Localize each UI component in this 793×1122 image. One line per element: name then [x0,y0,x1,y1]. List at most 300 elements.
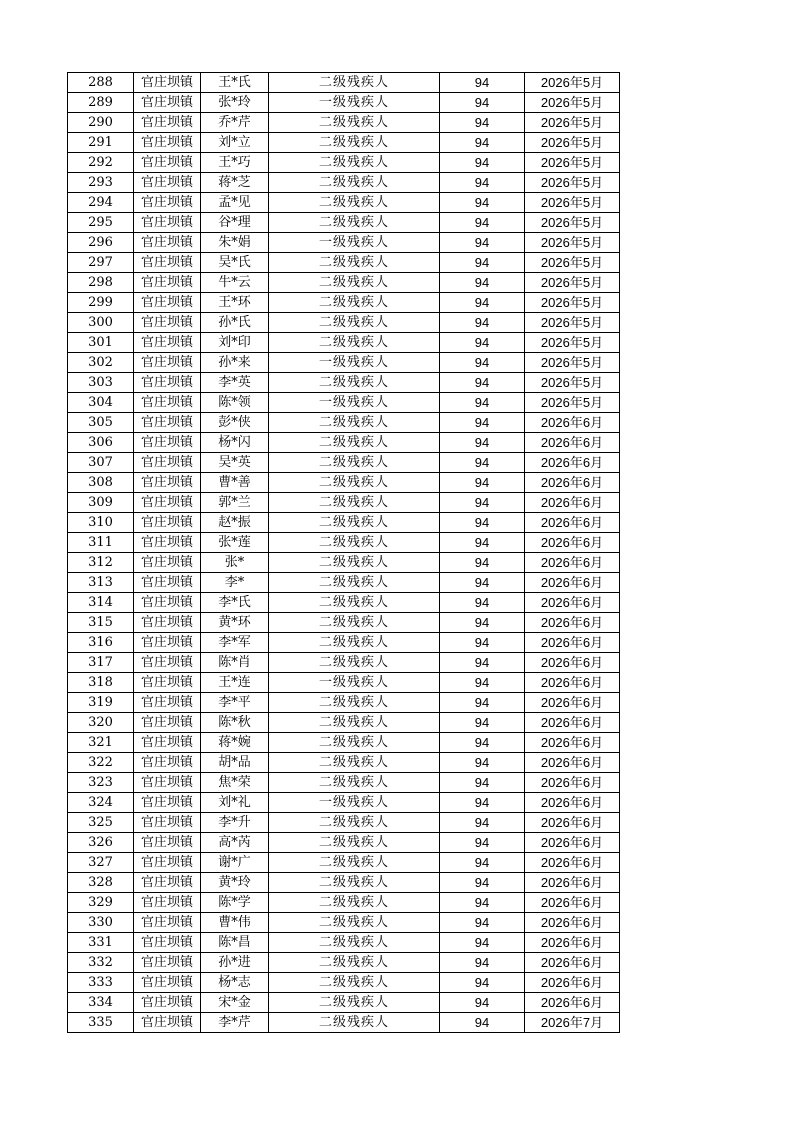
disability-level-cell: 二级残疾人 [269,493,440,513]
name-cell: 谷*理 [201,213,269,233]
amount-cell: 94 [440,913,525,933]
row-number-cell: 303 [68,373,134,393]
disability-level-cell: 二级残疾人 [269,613,440,633]
disability-level-cell: 二级残疾人 [269,213,440,233]
row-number-cell: 319 [68,693,134,713]
table-row [68,853,620,873]
disability-level-cell: 二级残疾人 [269,593,440,613]
disability-level-cell: 二级残疾人 [269,273,440,293]
row-number-cell: 322 [68,753,134,773]
amount-cell: 94 [440,213,525,233]
row-number-cell: 313 [68,573,134,593]
table-row [68,773,620,793]
month-cell: 2026年5月 [525,293,620,313]
name-cell: 彭*侠 [201,413,269,433]
name-cell: 王*连 [201,673,269,693]
row-number-cell: 306 [68,433,134,453]
row-number-cell: 315 [68,613,134,633]
town-cell: 官庄坝镇 [134,313,201,333]
month-cell: 2026年6月 [525,973,620,993]
name-cell: 胡*品 [201,753,269,773]
amount-cell: 94 [440,73,525,93]
month-cell: 2026年5月 [525,353,620,373]
table-row [68,473,620,493]
row-number-cell: 300 [68,313,134,333]
amount-cell: 94 [440,373,525,393]
row-number-cell: 323 [68,773,134,793]
town-cell: 官庄坝镇 [134,833,201,853]
disability-level-cell: 一级残疾人 [269,233,440,253]
month-cell: 2026年5月 [525,213,620,233]
row-number-cell: 299 [68,293,134,313]
town-cell: 官庄坝镇 [134,573,201,593]
name-cell: 吴*英 [201,453,269,473]
disability-level-cell: 二级残疾人 [269,173,440,193]
name-cell: 陈*昌 [201,933,269,953]
table-row [68,793,620,813]
table-row [68,753,620,773]
month-cell: 2026年6月 [525,853,620,873]
month-cell: 2026年5月 [525,173,620,193]
row-number-cell: 312 [68,553,134,573]
disability-level-cell: 二级残疾人 [269,753,440,773]
town-cell: 官庄坝镇 [134,193,201,213]
row-number-cell: 321 [68,733,134,753]
town-cell: 官庄坝镇 [134,373,201,393]
disability-level-cell: 二级残疾人 [269,193,440,213]
table-row [68,113,620,133]
month-cell: 2026年6月 [525,653,620,673]
month-cell: 2026年6月 [525,493,620,513]
recipient-table [67,72,620,1033]
month-cell: 2026年6月 [525,933,620,953]
month-cell: 2026年5月 [525,233,620,253]
month-cell: 2026年6月 [525,513,620,533]
table-row [68,333,620,353]
table-row [68,513,620,533]
row-number-cell: 330 [68,913,134,933]
amount-cell: 94 [440,253,525,273]
table-row [68,73,620,93]
row-number-cell: 296 [68,233,134,253]
table-row [68,253,620,273]
name-cell: 张*玲 [201,93,269,113]
amount-cell: 94 [440,693,525,713]
town-cell: 官庄坝镇 [134,773,201,793]
table-row [68,573,620,593]
table-row [68,213,620,233]
town-cell: 官庄坝镇 [134,173,201,193]
row-number-cell: 314 [68,593,134,613]
month-cell: 2026年6月 [525,633,620,653]
table-row [68,173,620,193]
disability-level-cell: 二级残疾人 [269,473,440,493]
amount-cell: 94 [440,353,525,373]
row-number-cell: 304 [68,393,134,413]
row-number-cell: 311 [68,533,134,553]
amount-cell: 94 [440,513,525,533]
month-cell: 2026年6月 [525,713,620,733]
table-row [68,313,620,333]
table-row [68,413,620,433]
row-number-cell: 301 [68,333,134,353]
disability-level-cell: 二级残疾人 [269,633,440,653]
town-cell: 官庄坝镇 [134,953,201,973]
table-row [68,633,620,653]
name-cell: 宋*金 [201,993,269,1013]
row-number-cell: 288 [68,73,134,93]
table-row [68,893,620,913]
row-number-cell: 317 [68,653,134,673]
row-number-cell: 332 [68,953,134,973]
name-cell: 刘*礼 [201,793,269,813]
amount-cell: 94 [440,993,525,1013]
month-cell: 2026年6月 [525,833,620,853]
town-cell: 官庄坝镇 [134,693,201,713]
disability-level-cell: 二级残疾人 [269,913,440,933]
name-cell: 高*芮 [201,833,269,853]
town-cell: 官庄坝镇 [134,553,201,573]
table-body [68,73,620,1033]
town-cell: 官庄坝镇 [134,993,201,1013]
name-cell: 刘*印 [201,333,269,353]
month-cell: 2026年5月 [525,273,620,293]
name-cell: 张* [201,553,269,573]
row-number-cell: 328 [68,873,134,893]
amount-cell: 94 [440,233,525,253]
row-number-cell: 309 [68,493,134,513]
table-row [68,593,620,613]
town-cell: 官庄坝镇 [134,733,201,753]
disability-level-cell: 二级残疾人 [269,113,440,133]
disability-level-cell: 二级残疾人 [269,653,440,673]
month-cell: 2026年5月 [525,393,620,413]
table-row [68,493,620,513]
amount-cell: 94 [440,333,525,353]
town-cell: 官庄坝镇 [134,673,201,693]
row-number-cell: 305 [68,413,134,433]
amount-cell: 94 [440,493,525,513]
month-cell: 2026年6月 [525,673,620,693]
table-row [68,673,620,693]
row-number-cell: 290 [68,113,134,133]
disability-level-cell: 二级残疾人 [269,1013,440,1033]
table-row [68,733,620,753]
disability-level-cell: 二级残疾人 [269,533,440,553]
row-number-cell: 320 [68,713,134,733]
row-number-cell: 292 [68,153,134,173]
row-number-cell: 302 [68,353,134,373]
row-number-cell: 333 [68,973,134,993]
name-cell: 李*平 [201,693,269,713]
name-cell: 赵*振 [201,513,269,533]
month-cell: 2026年6月 [525,593,620,613]
amount-cell: 94 [440,953,525,973]
table-row [68,453,620,473]
amount-cell: 94 [440,793,525,813]
month-cell: 2026年5月 [525,193,620,213]
disability-level-cell: 二级残疾人 [269,73,440,93]
name-cell: 陈*秋 [201,713,269,733]
row-number-cell: 295 [68,213,134,233]
table-row [68,1013,620,1033]
table-row [68,833,620,853]
amount-cell: 94 [440,593,525,613]
table-row [68,873,620,893]
table-row [68,153,620,173]
amount-cell: 94 [440,113,525,133]
amount-cell: 94 [440,93,525,113]
month-cell: 2026年6月 [525,533,620,553]
disability-level-cell: 二级残疾人 [269,713,440,733]
table-row [68,993,620,1013]
disability-level-cell: 二级残疾人 [269,693,440,713]
amount-cell: 94 [440,553,525,573]
amount-cell: 94 [440,433,525,453]
amount-cell: 94 [440,453,525,473]
month-cell: 2026年6月 [525,813,620,833]
row-number-cell: 326 [68,833,134,853]
town-cell: 官庄坝镇 [134,853,201,873]
disability-level-cell: 二级残疾人 [269,153,440,173]
name-cell: 孟*见 [201,193,269,213]
town-cell: 官庄坝镇 [134,73,201,93]
name-cell: 李* [201,573,269,593]
table-row [68,373,620,393]
amount-cell: 94 [440,533,525,553]
month-cell: 2026年6月 [525,453,620,473]
amount-cell: 94 [440,393,525,413]
table-row [68,973,620,993]
town-cell: 官庄坝镇 [134,253,201,273]
table-row [68,433,620,453]
name-cell: 李*升 [201,813,269,833]
row-number-cell: 318 [68,673,134,693]
town-cell: 官庄坝镇 [134,93,201,113]
town-cell: 官庄坝镇 [134,333,201,353]
table-row [68,273,620,293]
name-cell: 孙*进 [201,953,269,973]
month-cell: 2026年7月 [525,1013,620,1033]
row-number-cell: 289 [68,93,134,113]
month-cell: 2026年5月 [525,153,620,173]
amount-cell: 94 [440,893,525,913]
name-cell: 吴*氏 [201,253,269,273]
name-cell: 王*环 [201,293,269,313]
row-number-cell: 293 [68,173,134,193]
name-cell: 孙*氏 [201,313,269,333]
table-row [68,293,620,313]
town-cell: 官庄坝镇 [134,533,201,553]
row-number-cell: 294 [68,193,134,213]
amount-cell: 94 [440,653,525,673]
name-cell: 焦*荣 [201,773,269,793]
disability-level-cell: 二级残疾人 [269,873,440,893]
name-cell: 张*莲 [201,533,269,553]
amount-cell: 94 [440,473,525,493]
row-number-cell: 324 [68,793,134,813]
town-cell: 官庄坝镇 [134,813,201,833]
month-cell: 2026年6月 [525,993,620,1013]
amount-cell: 94 [440,933,525,953]
disability-level-cell: 二级残疾人 [269,313,440,333]
disability-level-cell: 二级残疾人 [269,933,440,953]
town-cell: 官庄坝镇 [134,793,201,813]
disability-level-cell: 二级残疾人 [269,833,440,853]
amount-cell: 94 [440,193,525,213]
town-cell: 官庄坝镇 [134,973,201,993]
month-cell: 2026年5月 [525,373,620,393]
disability-level-cell: 一级残疾人 [269,793,440,813]
row-number-cell: 331 [68,933,134,953]
table-row [68,353,620,373]
month-cell: 2026年5月 [525,313,620,333]
name-cell: 谢*广 [201,853,269,873]
row-number-cell: 325 [68,813,134,833]
amount-cell: 94 [440,1013,525,1033]
row-number-cell: 310 [68,513,134,533]
amount-cell: 94 [440,633,525,653]
amount-cell: 94 [440,293,525,313]
disability-level-cell: 二级残疾人 [269,333,440,353]
town-cell: 官庄坝镇 [134,493,201,513]
town-cell: 官庄坝镇 [134,893,201,913]
month-cell: 2026年6月 [525,433,620,453]
month-cell: 2026年5月 [525,93,620,113]
name-cell: 刘*立 [201,133,269,153]
town-cell: 官庄坝镇 [134,113,201,133]
amount-cell: 94 [440,853,525,873]
town-cell: 官庄坝镇 [134,513,201,533]
month-cell: 2026年6月 [525,413,620,433]
town-cell: 官庄坝镇 [134,653,201,673]
month-cell: 2026年5月 [525,73,620,93]
month-cell: 2026年6月 [525,773,620,793]
disability-level-cell: 二级残疾人 [269,813,440,833]
town-cell: 官庄坝镇 [134,1013,201,1033]
town-cell: 官庄坝镇 [134,353,201,373]
town-cell: 官庄坝镇 [134,593,201,613]
town-cell: 官庄坝镇 [134,633,201,653]
amount-cell: 94 [440,613,525,633]
table-row [68,953,620,973]
amount-cell: 94 [440,153,525,173]
name-cell: 曹*善 [201,473,269,493]
disability-level-cell: 二级残疾人 [269,433,440,453]
disability-level-cell: 一级残疾人 [269,353,440,373]
disability-level-cell: 二级残疾人 [269,573,440,593]
name-cell: 陈*学 [201,893,269,913]
table-row [68,93,620,113]
town-cell: 官庄坝镇 [134,233,201,253]
town-cell: 官庄坝镇 [134,433,201,453]
month-cell: 2026年6月 [525,693,620,713]
amount-cell: 94 [440,973,525,993]
disability-level-cell: 二级残疾人 [269,133,440,153]
name-cell: 蒋*婉 [201,733,269,753]
town-cell: 官庄坝镇 [134,713,201,733]
table-row [68,133,620,153]
name-cell: 陈*肖 [201,653,269,673]
month-cell: 2026年6月 [525,893,620,913]
disability-level-cell: 二级残疾人 [269,973,440,993]
month-cell: 2026年6月 [525,913,620,933]
town-cell: 官庄坝镇 [134,473,201,493]
amount-cell: 94 [440,273,525,293]
table-row [68,613,620,633]
name-cell: 蒋*芝 [201,173,269,193]
disability-level-cell: 二级残疾人 [269,413,440,433]
month-cell: 2026年6月 [525,473,620,493]
name-cell: 李*军 [201,633,269,653]
month-cell: 2026年5月 [525,253,620,273]
row-number-cell: 307 [68,453,134,473]
name-cell: 王*氏 [201,73,269,93]
table-row [68,193,620,213]
month-cell: 2026年6月 [525,873,620,893]
disability-level-cell: 二级残疾人 [269,453,440,473]
town-cell: 官庄坝镇 [134,393,201,413]
name-cell: 乔*芹 [201,113,269,133]
name-cell: 孙*来 [201,353,269,373]
town-cell: 官庄坝镇 [134,933,201,953]
name-cell: 曹*伟 [201,913,269,933]
month-cell: 2026年6月 [525,553,620,573]
row-number-cell: 308 [68,473,134,493]
disability-level-cell: 二级残疾人 [269,893,440,913]
disability-level-cell: 一级残疾人 [269,393,440,413]
row-number-cell: 335 [68,1013,134,1033]
name-cell: 杨*闪 [201,433,269,453]
town-cell: 官庄坝镇 [134,133,201,153]
row-number-cell: 316 [68,633,134,653]
table-row [68,553,620,573]
month-cell: 2026年6月 [525,753,620,773]
name-cell: 王*巧 [201,153,269,173]
month-cell: 2026年5月 [525,113,620,133]
name-cell: 陈*领 [201,393,269,413]
name-cell: 朱*娟 [201,233,269,253]
town-cell: 官庄坝镇 [134,273,201,293]
town-cell: 官庄坝镇 [134,453,201,473]
disability-level-cell: 二级残疾人 [269,293,440,313]
disability-level-cell: 二级残疾人 [269,513,440,533]
name-cell: 杨*志 [201,973,269,993]
table-row [68,913,620,933]
month-cell: 2026年6月 [525,953,620,973]
table-row [68,713,620,733]
name-cell: 牛*云 [201,273,269,293]
amount-cell: 94 [440,313,525,333]
amount-cell: 94 [440,413,525,433]
amount-cell: 94 [440,753,525,773]
disability-level-cell: 二级残疾人 [269,773,440,793]
amount-cell: 94 [440,833,525,853]
amount-cell: 94 [440,813,525,833]
table-row [68,933,620,953]
table-row [68,233,620,253]
amount-cell: 94 [440,573,525,593]
disability-level-cell: 二级残疾人 [269,853,440,873]
town-cell: 官庄坝镇 [134,413,201,433]
month-cell: 2026年6月 [525,573,620,593]
row-number-cell: 329 [68,893,134,913]
disability-level-cell: 一级残疾人 [269,673,440,693]
town-cell: 官庄坝镇 [134,213,201,233]
month-cell: 2026年6月 [525,613,620,633]
month-cell: 2026年5月 [525,333,620,353]
town-cell: 官庄坝镇 [134,613,201,633]
